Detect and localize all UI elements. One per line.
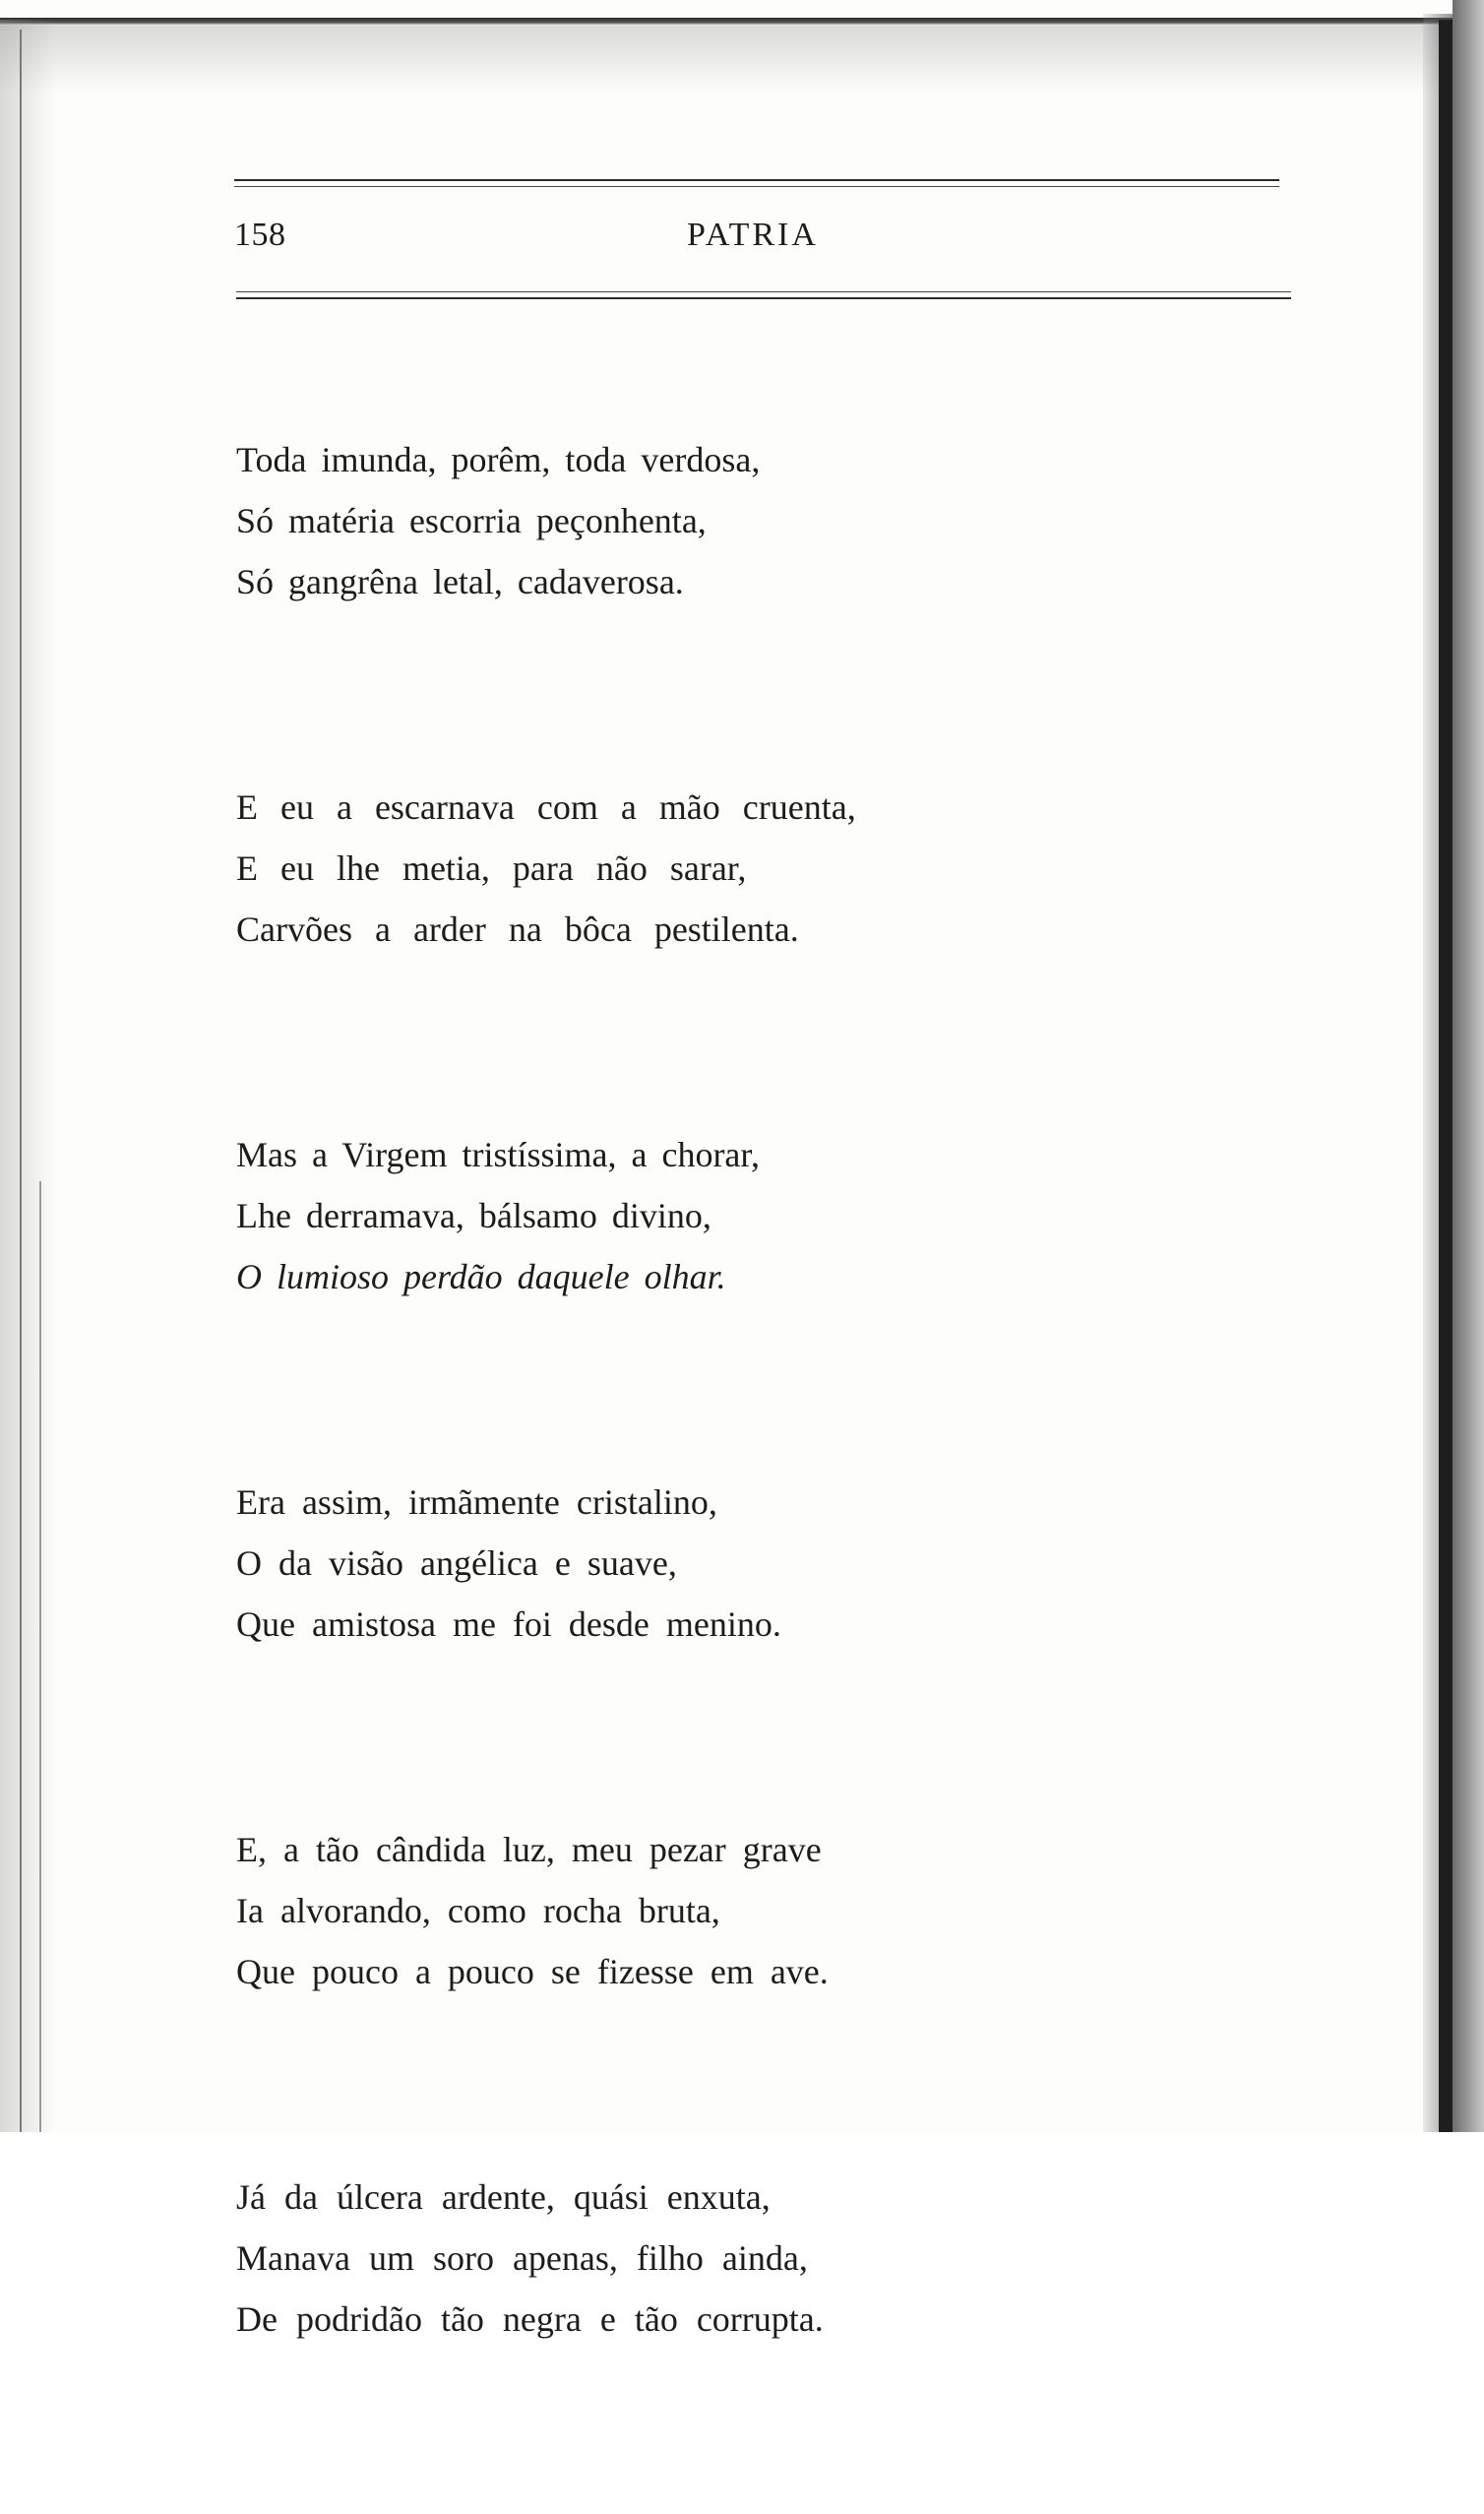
stanza-2 [236, 777, 1279, 960]
verse-line: Só gangrêna letal, cadaverosa. [236, 562, 684, 601]
stanza-5 [236, 1819, 1279, 2002]
scan-page-edge-right [1439, 20, 1453, 2132]
stanza-4 [236, 1472, 1279, 1655]
page-number: 158 [234, 217, 286, 253]
verse-line: De podridão tão negra e tão corrupta. [236, 2299, 824, 2339]
scan-shadow-left [0, 20, 55, 2132]
stanza-3 [236, 1124, 1279, 1307]
verse-line: E, a tão cândida luz, meu pezar grave [236, 1830, 822, 1869]
verse-line: E eu lhe metia, para não sarar, [236, 848, 747, 888]
verse-line: Toda imunda, porêm, toda verdosa, [236, 440, 761, 479]
verse-line: Que pouco a pouco se fizesse em ave. [236, 1952, 829, 1991]
header-rule-bottom-thin [236, 291, 1291, 292]
scan-margin-right [1453, 0, 1484, 2132]
scan-edge-top [0, 18, 1484, 26]
scan-gutter-line-inner [39, 1181, 41, 2132]
running-header [234, 217, 1287, 266]
stanza-6 [236, 2167, 1279, 2350]
verse-line: Lhe derramava, bálsamo divino, [236, 1196, 711, 1235]
stanza-1 [236, 429, 1279, 612]
header-rule-top [234, 179, 1279, 181]
scan-gutter-line [20, 30, 22, 2132]
running-title: PATRIA [687, 217, 819, 253]
verse-line: Mas a Virgem tristíssima, a chorar, [236, 1135, 760, 1174]
verse-line: Carvões a arder na bôca pestilenta. [236, 910, 799, 949]
verse-line: O lumioso perdão daquele olhar. [236, 1257, 726, 1296]
verse-line: O da visão angélica e suave, [236, 1543, 677, 1583]
header-rule-top-thin [234, 186, 1279, 187]
verse-line: Era assim, irmãmente cristalino, [236, 1482, 717, 1522]
verse-line: Ia alvorando, como rocha bruta, [236, 1891, 720, 1930]
verse-line: Só matéria escorria peçonhenta, [236, 501, 707, 540]
header-rule-bottom [236, 297, 1291, 299]
verse-line: Que amistosa me foi desde menino. [236, 1604, 781, 1644]
scan-shadow-top [0, 26, 1484, 94]
verse-line: E eu a escarnava com a mão cruenta, [236, 787, 856, 827]
poem-body [236, 429, 1279, 2514]
verse-line: Já da úlcera ardente, quási enxuta, [236, 2177, 771, 2217]
verse-line: Manava um soro apenas, filho ainda, [236, 2238, 808, 2278]
